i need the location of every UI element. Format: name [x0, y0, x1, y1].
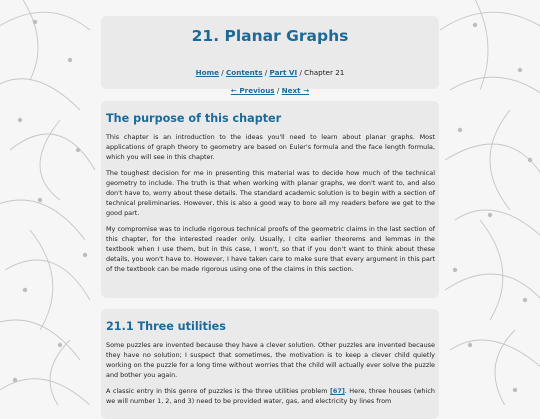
- breadcrumb-contents-link[interactable]: Contents: [226, 68, 263, 77]
- paragraph-text: . Here, three houses (which we will number 1, 2, and 3) need to be provided water, gas, and electricity by lines from: [106, 387, 436, 405]
- chapter-pager: [101, 86, 439, 95]
- citation-link[interactable]: [67]: [329, 387, 345, 395]
- breadcrumb-home-link[interactable]: Home: [195, 68, 219, 77]
- breadcrumb-separator: /: [299, 68, 302, 77]
- pager-separator: /: [276, 86, 280, 95]
- paragraph: The toughest decision for me in presenting this material was to decide how much of the technical geometry to include. The truth is that when working with planar graphs, we don't want to, and also don't have to, worry about these details. The standard academic solution is to begin with a section of technical preliminaries. However, this is also a good way to bore all my readers before we get to the good part.: [106, 169, 435, 217]
- breadcrumb-current: Chapter 21: [304, 68, 345, 77]
- paragraph: This chapter is an introduction to the ideas you'll need to learn about planar graphs. Most applications of graph theory to geometry are based on Euler's formula and the face length formula, which you will see in this chapter.: [106, 133, 435, 161]
- paragraph: [106, 386, 435, 406]
- breadcrumb-part-link[interactable]: Part VI: [269, 68, 298, 77]
- previous-link[interactable]: ← Previous: [230, 86, 275, 95]
- breadcrumb: [101, 68, 439, 77]
- section-title: 21.1 Three utilities: [106, 320, 226, 333]
- section-title: The purpose of this chapter: [106, 112, 282, 125]
- section-body: [106, 340, 435, 412]
- breadcrumb-separator: /: [264, 68, 268, 77]
- breadcrumb-separator: /: [221, 68, 224, 77]
- section-purpose: [101, 101, 439, 298]
- section-three-utilities: [101, 309, 439, 419]
- page-title: 21. Planar Graphs: [191, 27, 349, 45]
- chapter-header: [101, 16, 439, 95]
- section-body: [106, 132, 435, 280]
- paragraph: Some puzzles are invented because they have a clever solution. Other puzzles are invented because they have no solution; I suspect that sometimes, the motivation is to keep a clever child quietly working on the puzzle for a long time without worries that the child will actually ever solve the puzzle and bother you again.: [106, 341, 435, 379]
- paragraph-text: A classic entry in this genre of puzzles is the three utilities problem: [106, 387, 330, 395]
- next-link[interactable]: Next →: [281, 86, 310, 95]
- paragraph: My compromise was to include rigorous technical proofs of the geometric claims in the last section of this chapter, for the interested reader only. Usually, I cite earlier theorems and lemmas in the textbook when I use them, but in this case, I won't, so that if you don't want to think about these details, you won't have to. However, I have taken care to make sure that every argument in this part of the textbook can be made rigorous using one of the claims in this section.: [106, 225, 435, 273]
